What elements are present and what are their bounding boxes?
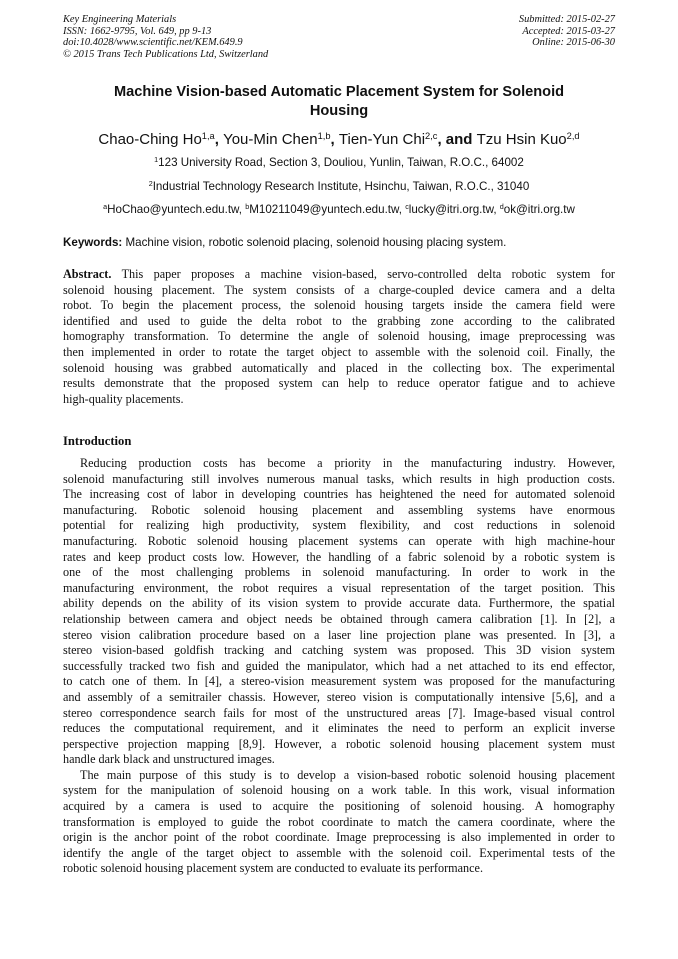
- paragraph-line: stereo correspondence search fails for most of the unstructured areas [7]. Image-based visual control: [63, 705, 615, 720]
- paragraph-line: stereo vision-based goldfish tracking and catching system was proposed. This 3D vision system: [63, 643, 615, 658]
- paragraph-line: ability depends on the ability of its vision system to provide accurate data. Furthermore, the spatial: [63, 596, 615, 611]
- abstract-line: solenoid housing placement. The system consists of a charge-coupled device camera and a delta: [63, 282, 615, 297]
- accepted-date: Accepted: 2015-03-27: [522, 25, 615, 37]
- abstract-line: robot. To begin the placement process, the solenoid housing targets inside the camera field were: [63, 298, 615, 313]
- paragraph-line: system for the manipulation of solenoid housing on a work table. In this work, visual information: [63, 783, 615, 798]
- online-date: Online: 2015-06-30: [532, 37, 615, 49]
- journal-header-left: [63, 14, 268, 60]
- author-sep: ,: [214, 131, 224, 148]
- paper-title: [63, 83, 615, 121]
- author-list: [40, 130, 638, 150]
- paragraph-line: to catch one of them. In [4], a stereo-vision measurement system was proposed for the manufacturing: [63, 674, 615, 689]
- paragraph-line: stereo vision calibration procedure based on a laser line projection plane was presented. In [3], a: [63, 627, 615, 642]
- paragraph-line: manufacturing. Robotic solenoid housing placement systems can operate with high machine-hour: [63, 533, 615, 548]
- paragraph-line: Reducing production costs has become a priority in the manufacturing industry. However,: [80, 456, 615, 470]
- introduction-body: [63, 456, 615, 877]
- paragraph-line: acquired by a camera is used to acquire the positioning of solenoid housing. A homography: [63, 799, 615, 814]
- paragraph-line: one of the most challenging problems in solenoid manufacturing. In order to work in the: [63, 565, 615, 580]
- email: HoChao@yuntech.edu.tw,: [107, 203, 246, 216]
- abstract-line: homography transformation. To determine the angle of solenoid housing, image preprocessing was: [63, 329, 615, 344]
- abstract-line: identified and used to guide the delta robot to the grabbing zone according to the calibrated: [63, 313, 615, 328]
- journal-name: Key Engineering Materials: [63, 14, 177, 25]
- paragraph-line: potential for realizing high productivity, system flexibility, and cost reductions in solenoid: [63, 518, 615, 533]
- email-sup: a: [103, 202, 108, 212]
- journal-header-right: [519, 14, 615, 49]
- email-sup: d: [499, 202, 504, 212]
- title-line: Machine Vision-based Automatic Placement System for Solenoid: [113, 84, 565, 100]
- affiliation: [40, 180, 638, 194]
- author-name: You-Min Chen: [223, 131, 318, 148]
- keywords-text: Machine vision, robotic solenoid placing, solenoid housing placing system.: [122, 236, 507, 249]
- author-sup: 1,b: [317, 130, 331, 141]
- affiliation: [40, 156, 638, 170]
- title-line: Housing: [309, 103, 369, 119]
- paragraph-line: transformation is employed to guide the robot coordinate to match the camera coordinate, where the: [63, 814, 615, 829]
- abstract-label: Abstract.: [63, 267, 112, 281]
- paragraph-line: successfully tracked two fish and guided the manipulator, which had a net attached to its end effector,: [63, 658, 615, 673]
- paragraph-line: origin is the anchor point of the robot coordinate. Image preprocessing is also implemented in order to: [63, 830, 615, 845]
- paragraph-line: robotic solenoid housing placement system are conducted to evaluate its performance.: [63, 861, 483, 876]
- author-name: Tien-Yun Chi: [338, 131, 426, 148]
- paragraph-line: handle dark black and unstructured images.: [63, 752, 275, 767]
- email: M10211049@yuntech.edu.tw,: [249, 203, 406, 216]
- affiliation-sup: 1: [154, 155, 159, 165]
- abstract-line: solenoid housing was grabbed automatically and placed in the collecting box. The experimental: [63, 360, 615, 375]
- paragraph-line: solenoid manufacturing still involves numerous manual tasks, which results in high production costs.: [63, 471, 615, 486]
- paragraph-line: identify the angle of the target object to assemble with the solenoid coil. Experimental tests of the: [63, 845, 615, 860]
- keywords: [63, 236, 615, 250]
- abstract-line: Abstract. This paper proposes a machine vision-based, servo-controlled delta robotic system for: [63, 267, 615, 281]
- email-sup: c: [405, 202, 409, 212]
- email: ok@itri.org.tw: [503, 203, 575, 216]
- doi-line: doi:10.4028/www.scientific.net/KEM.649.9: [63, 37, 243, 49]
- section-heading: Introduction: [63, 434, 132, 448]
- author-sup: 1,a: [201, 130, 215, 141]
- email-sup: b: [245, 202, 250, 212]
- paragraph-line: reduces the computational requirement, and it eliminates the need to perform an explicit inverse: [63, 721, 615, 736]
- author-sep: , and: [437, 131, 477, 148]
- paragraph-line: manufacturing. Robotic solenoid housing placement and assembling systems have enormous: [63, 502, 615, 517]
- abstract-line: high-quality placements.: [63, 391, 184, 406]
- paragraph-line: relationship between camera and object needs be obtained through camera calibration [1]. In [2], a: [63, 611, 615, 626]
- paragraph-line: The increasing cost of labor in developing countries has heightened the need for automated solenoid: [63, 487, 615, 502]
- author-name: Tzu Hsin Kuo: [476, 131, 567, 148]
- author-sep: ,: [330, 131, 339, 148]
- submitted-date: Submitted: 2015-02-27: [518, 14, 615, 25]
- affiliation-text: 123 University Road, Section 3, Douliou, Yunlin, Taiwan, R.O.C., 64002: [158, 156, 524, 169]
- keywords-label: Keywords:: [63, 236, 123, 249]
- affiliation-sup: 2: [148, 179, 153, 189]
- paragraph-line: perspective projection mapping [8,9]. However, a robotic solenoid housing placement system must: [63, 736, 615, 751]
- email: lucky@itri.org.tw,: [408, 203, 500, 216]
- affiliation-text: Industrial Technology Research Institute, Hsinchu, Taiwan, R.O.C., 31040: [152, 180, 530, 193]
- paragraph-line: The main purpose of this study is to develop a vision-based robotic solenoid housing placement: [80, 767, 615, 782]
- paragraph-line: and assembly of a semitrailer chassis. However, stereo vision is computationally intensive [5,6], and a: [63, 689, 615, 704]
- author-sup: 2,d: [566, 130, 580, 141]
- abstract-line: then implemented in order to rotate the target object to assemble with the solenoid coil. Finally, the: [63, 344, 615, 359]
- author-name: Chao-Ching Ho: [98, 131, 202, 148]
- abstract-line: results demonstrate that the proposed system can help to reduce operator fatigue and to achieve: [63, 376, 615, 391]
- email-list: [40, 203, 638, 217]
- copyright-line: © 2015 Trans Tech Publications Ltd, Switzerland: [63, 48, 269, 60]
- abstract: [63, 267, 615, 407]
- author-sup: 2,c: [425, 130, 438, 141]
- issn-line: ISSN: 1662-9795, Vol. 649, pp 9-13: [63, 25, 212, 37]
- paragraph-line: rates and keep product costs low. However, the handling of a fabric solenoid by a robotic system is: [63, 549, 615, 564]
- paragraph-line: manufacturing environment, the robot requires a visual representation of the target position. This: [63, 580, 615, 595]
